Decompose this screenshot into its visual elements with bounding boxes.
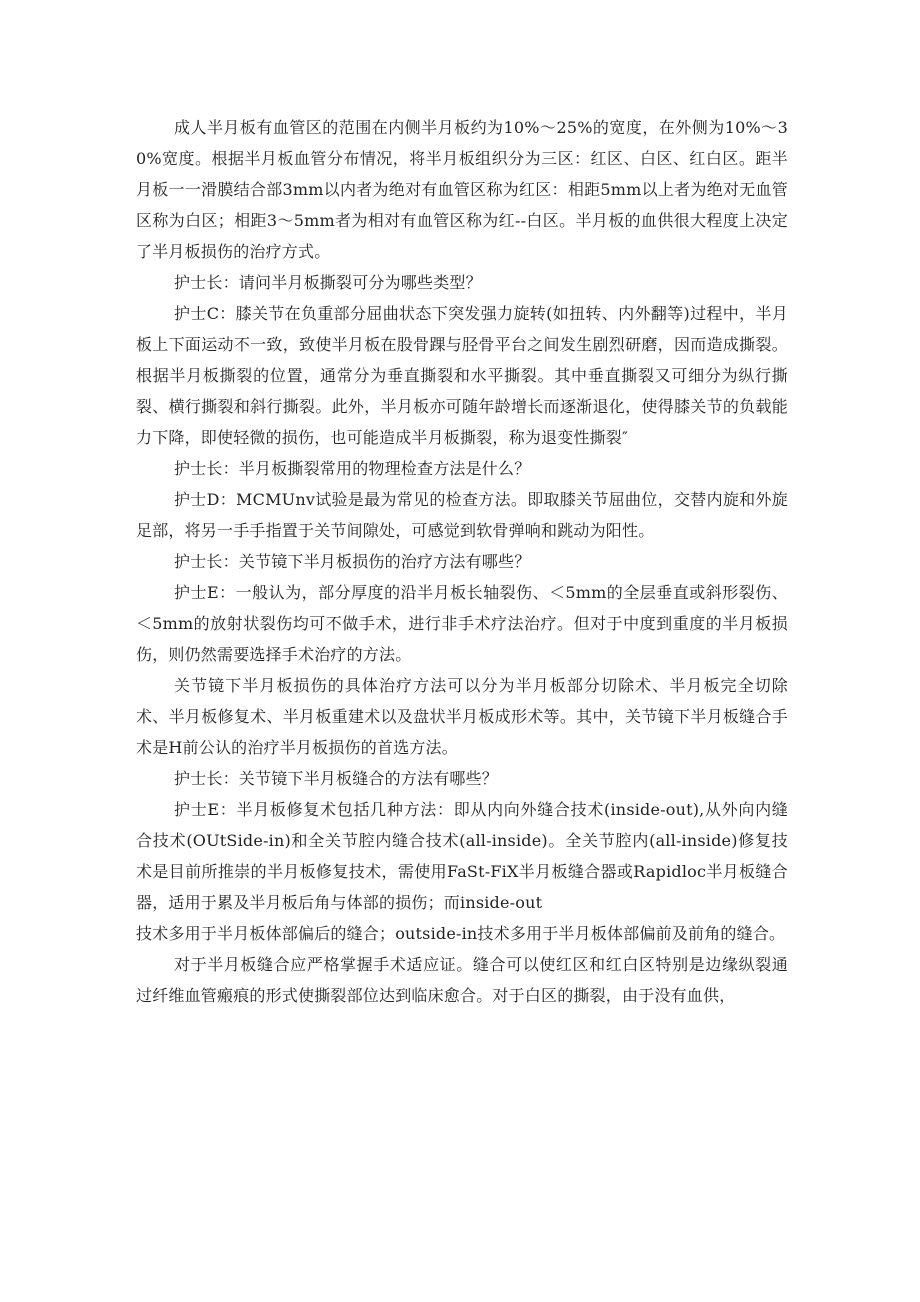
paragraph-question-exam: 护士长：半月板撕裂常用的物理检查方法是什么？: [174, 459, 531, 478]
paragraph-question-suture: 护士长：关节镜下半月板缝合的方法有哪些？: [174, 769, 499, 788]
paragraph-question-treatment: 护士长：关节镜下半月板损伤的治疗方法有哪些？: [174, 552, 531, 571]
paragraph-answer-treatment: 护士E：一般认为，部分厚度的沿半月板长轴裂伤、＜5mm的全层垂直或斜形裂伤、＜5mm的放射状裂伤均可不做手术，进行非手术疗法治疗。但对于中度到重度的半月板损伤，则仍然需要选择手术治疗的方法。: [136, 583, 788, 664]
paragraph-vascular-zones: 成人半月板有血管区的范围在内侧半月板约为10%～25%的宽度，在外侧为10%～30%宽度。根据半月板血管分布情况，将半月板组织分为三区：红区、白区、红白区。距半月板一一滑膜结合部3mm以内者为绝对有血管区称为红区：相距5mm以上者为绝对无血管区称为白区；相距3～5mm者为相对有血管区称为红--白区。半月板的血供很大程度上决定了半月板损伤的治疗方式。: [136, 118, 788, 261]
paragraph-treatment-methods: 关节镜下半月板损伤的具体治疗方法可以分为半月板部分切除术、半月板完全切除术、半月板修复术、半月板重建术以及盘状半月板成形术等。其中，关节镜下半月板缝合手术是H前公认的治疗半月板损伤的首选方法。: [136, 676, 788, 757]
paragraph-answer-exam: 护士D：MCMUnv试验是最为常见的检查方法。即取膝关节屈曲位，交替内旋和外旋足部，将另一手手指置于关节间隙处，可感觉到软骨弹响和跳动为阳性。: [136, 490, 788, 540]
document-body: [136, 112, 788, 1011]
paragraph-answer-tear-types: 护士C：膝关节在负重部分屈曲状态下突发强力旋转(如扭转、内外翻等)过程中，半月板上下面运动不一致，致使半月板在股骨踝与胫骨平台之间发生剧烈研磨，因而造成撕裂。根据半月板撕裂的位置，通常分为垂直撕裂和水平撕裂。其中垂直撕裂又可细分为纵行撕裂、横行撕裂和斜行撕裂。此外，半月板亦可随年龄增长而逐渐退化，使得膝关节的负载能力下降，即使轻微的损伤，也可能造成半月板撕裂，称为退变性撕裂″: [136, 304, 788, 447]
paragraph-suture-indications: 对于半月板缝合应严格掌握手术适应证。缝合可以使红区和红白区特别是边缘纵裂通过纤维血管瘢痕的形式使撕裂部位达到临床愈合。对于白区的撕裂，由于没有血供，: [136, 955, 788, 1005]
paragraph-answer-suture: 护士E：半月板修复术包括几种方法：即从内向外缝合技术(inside-out),从外向内缝合技术(OUtSide-in)和全关节腔内缝合技术(all-inside)。全关节腔内(all-inside)修复技术是目前所推崇的半月板修复技术，需使用FaSt-FiX半月板缝合器或Rapidloc半月板缝合器，适用于累及半月板后角与体部的损伤；而inside-out: [136, 800, 788, 912]
paragraph-suture-continued: 技术多用于半月板体部偏后的缝合；outside-in技术多用于半月板体部偏前及前角的缝合。: [136, 924, 786, 943]
paragraph-question-tear-types: 护士长：请问半月板撕裂可分为哪些类型？: [174, 273, 482, 292]
